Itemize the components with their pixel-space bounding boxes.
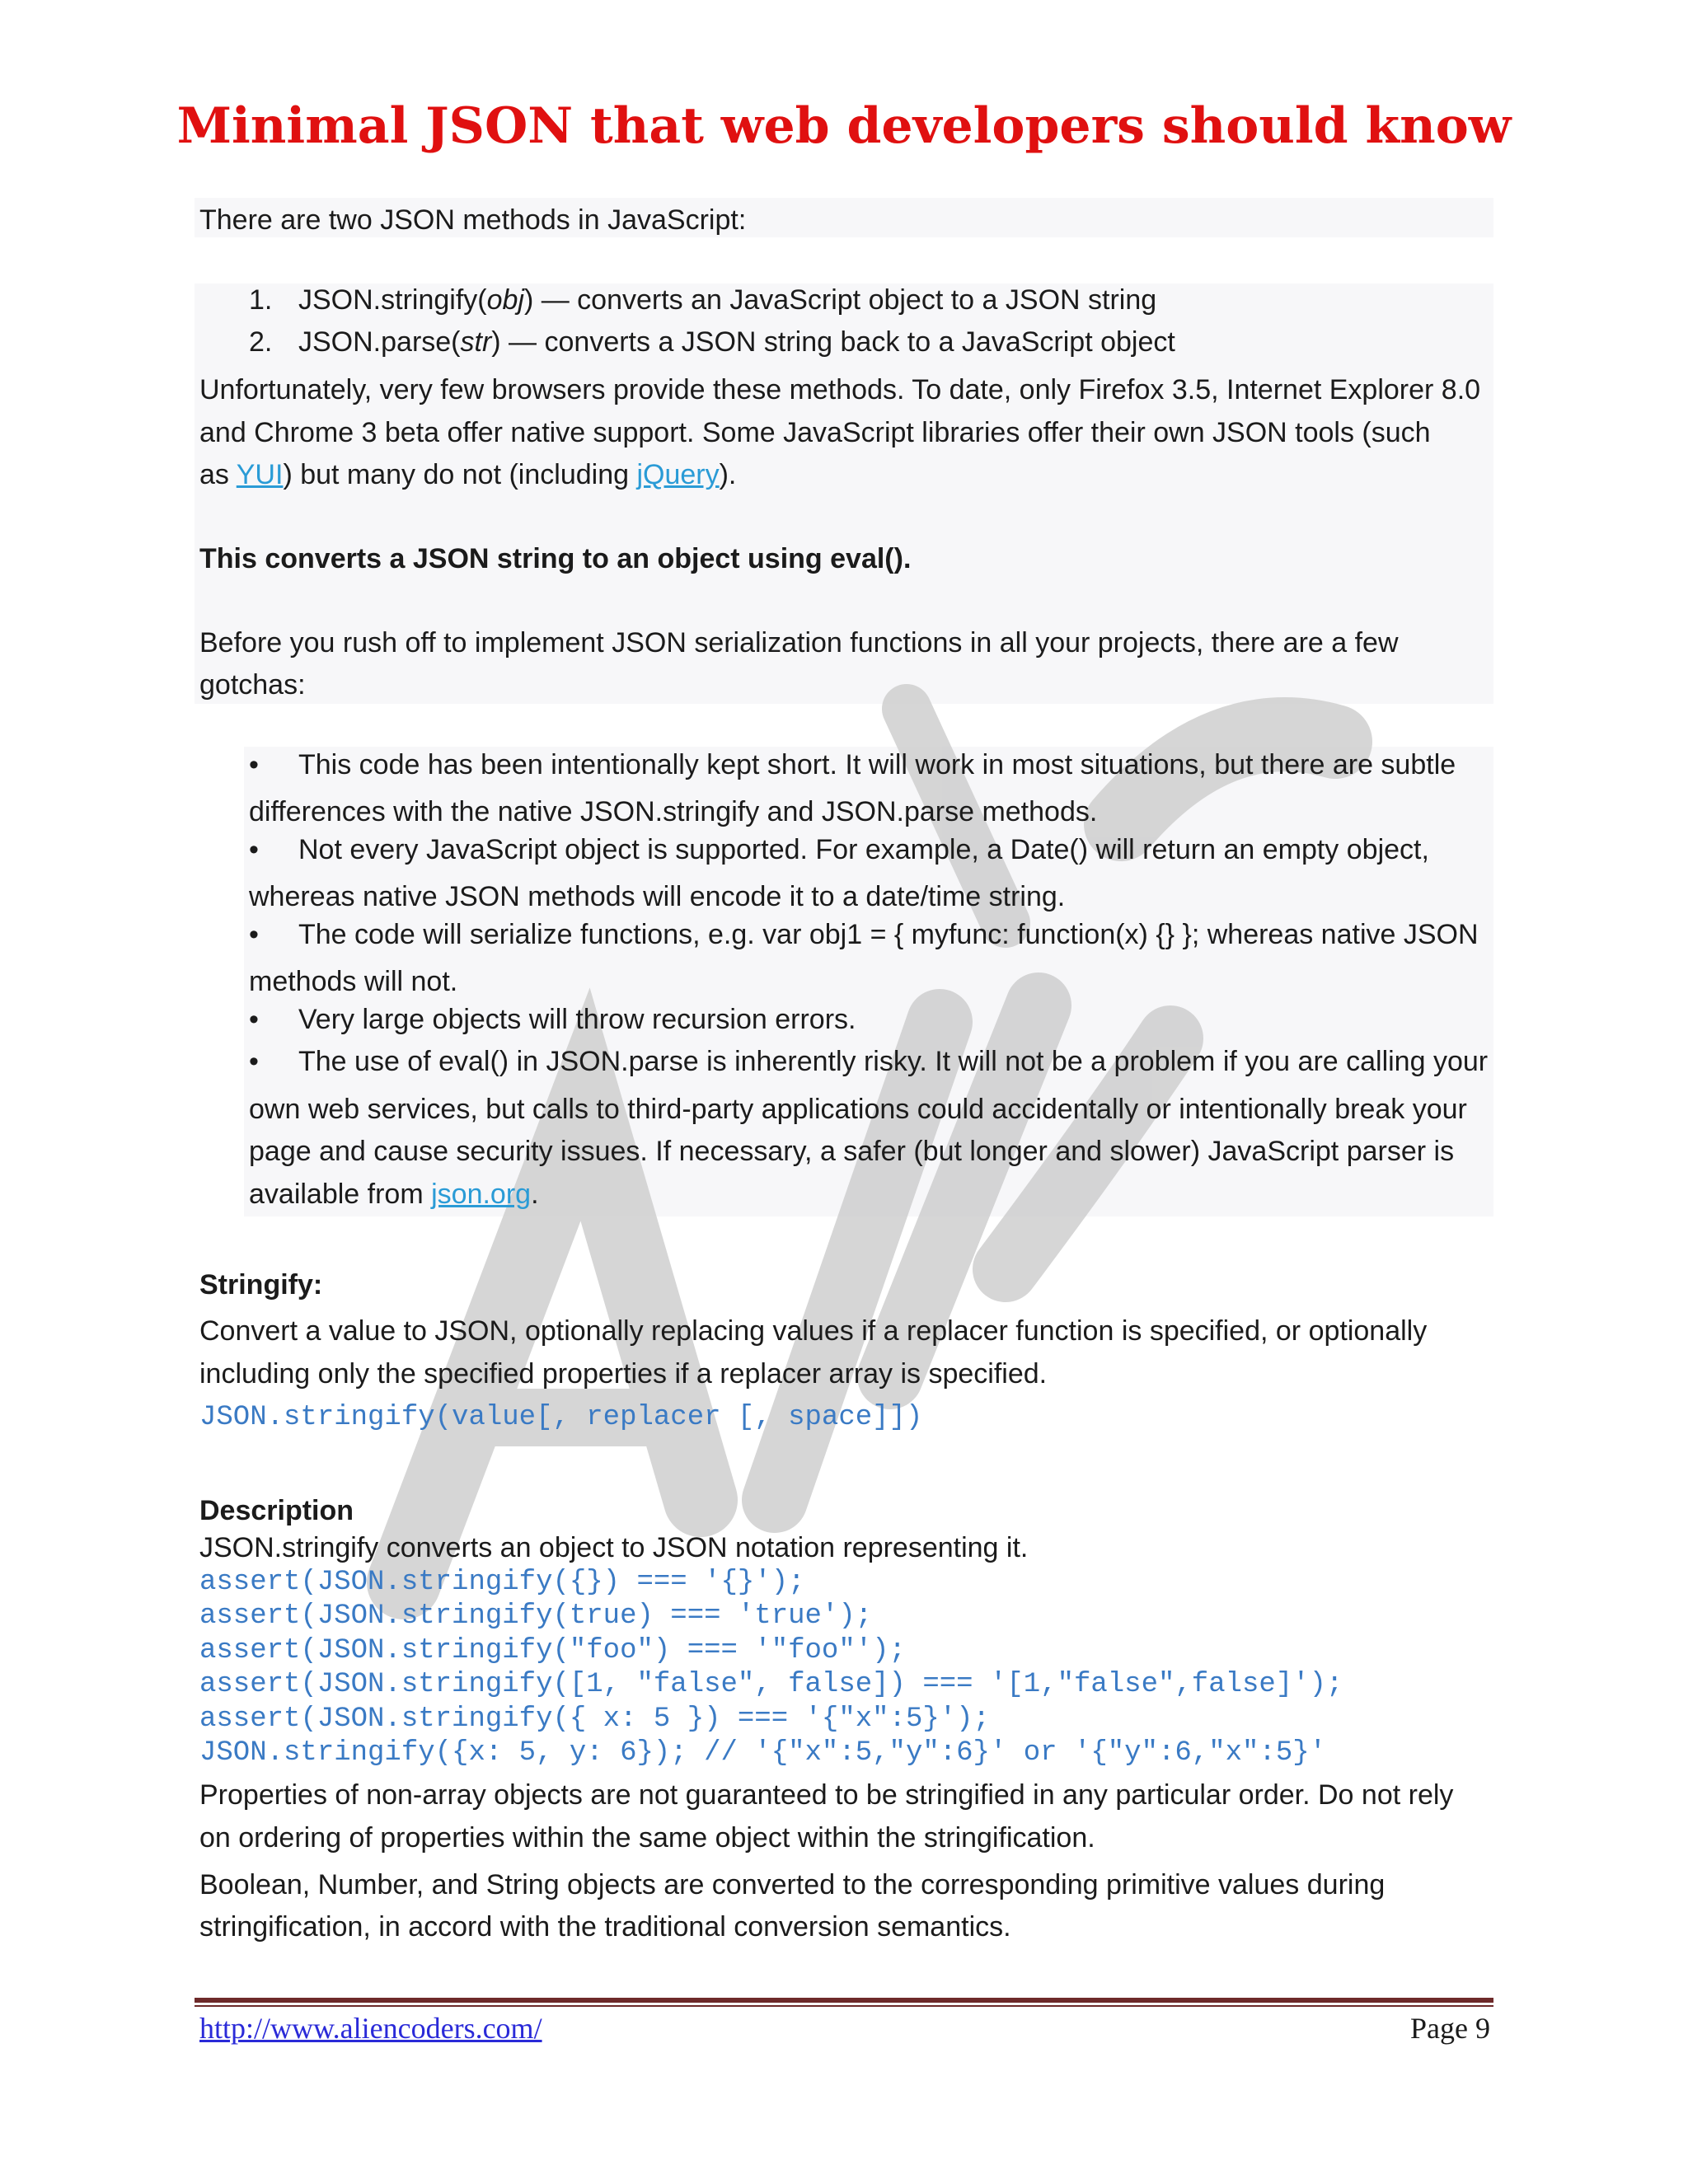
- para1-line1: Unfortunately, very few browsers provide these methods. To date, only Firefox 3.5, Internet Explorer 8.0: [199, 374, 1481, 405]
- page-number: Page 9: [1410, 2012, 1490, 2045]
- bullet-2-line2: whereas native JSON methods will encode it to a date/time string.: [249, 881, 1066, 912]
- method-2-number: 2.: [249, 326, 273, 358]
- para3-line2: on ordering of properties within the same object within the stringification.: [199, 1822, 1095, 1854]
- stringify-signature: JSON.stringify(value[, replacer [, space]]): [199, 1402, 923, 1433]
- bullet-1-line1: This code has been intentionally kept short. It will work in most situations, but there are subtle: [298, 749, 1456, 780]
- intro-text: There are two JSON methods in JavaScript:: [199, 204, 747, 236]
- stringify-heading: Stringify:: [199, 1269, 323, 1301]
- jquery-link[interactable]: jQuery: [636, 459, 720, 490]
- description-heading: Description: [199, 1495, 354, 1526]
- bullet-5-line2: own web services, but calls to third-party applications could accidentally or intentionally break your: [249, 1094, 1467, 1125]
- code-line-5: assert(JSON.stringify({ x: 5 }) === '{"x":5}');: [199, 1704, 990, 1735]
- method-1-number: 1.: [249, 284, 273, 316]
- code-line-1: assert(JSON.stringify({}) === '{}');: [199, 1567, 805, 1598]
- para3-line1: Properties of non-array objects are not guaranteed to be stringified in any particular order. Do not rely: [199, 1779, 1454, 1811]
- bullet-4-line1: Very large objects will throw recursion errors.: [298, 1004, 856, 1035]
- bullet-5-line1: The use of eval() in JSON.parse is inherently risky. It will not be a problem if you are calling your: [298, 1046, 1489, 1077]
- para4-line2: stringification, in accord with the traditional conversion semantics.: [199, 1911, 1011, 1943]
- footer-url-link[interactable]: http://www.aliencoders.com/: [199, 2012, 542, 2045]
- footer-rule-thin: [195, 2005, 1493, 2007]
- bullet-1-line2: differences with the native JSON.stringify and JSON.parse methods.: [249, 796, 1098, 827]
- bullet-icon: •: [249, 1046, 259, 1077]
- para2-line1: Before you rush off to implement JSON serialization functions in all your projects, there are a few: [199, 627, 1399, 658]
- json-org-link[interactable]: json.org: [431, 1179, 532, 1210]
- para4-line1: Boolean, Number, and String objects are converted to the corresponding primitive values during: [199, 1869, 1386, 1900]
- para2-line2: gotchas:: [199, 669, 306, 701]
- description-line: JSON.stringify converts an object to JSON notation representing it.: [199, 1532, 1029, 1563]
- method-1-text: JSON.stringify(obj) — converts an JavaScript object to a JSON string: [298, 284, 1157, 316]
- bullet-3-line2: methods will not.: [249, 966, 458, 997]
- bullet-3-line1: The code will serialize functions, e.g. var obj1 = { myfunc: function(x) {} }; whereas native JSON: [298, 919, 1479, 950]
- bullet-5-line4: available from json.org.: [249, 1179, 539, 1210]
- code-line-2: assert(JSON.stringify(true) === 'true');: [199, 1601, 873, 1632]
- footer-rule: [195, 1998, 1493, 2003]
- bullet-icon: •: [249, 1004, 259, 1035]
- yui-link[interactable]: YUI: [236, 459, 284, 490]
- bullet-icon: •: [249, 834, 259, 865]
- para1-line2: and Chrome 3 beta offer native support. Some JavaScript libraries offer their own JSON tools (such: [199, 417, 1431, 448]
- page-title: Minimal JSON that web developers should know: [176, 97, 1512, 155]
- bullet-5-line3: page and cause security issues. If necessary, a safer (but longer and slower) JavaScript parser is: [249, 1136, 1455, 1167]
- eval-heading: This converts a JSON string to an object using eval().: [199, 543, 912, 574]
- code-line-6: JSON.stringify({x: 5, y: 6}); // '{"x":5,"y":6}' or '{"y":6,"x":5}': [199, 1737, 1327, 1769]
- bullet-2-line1: Not every JavaScript object is supported. For example, a Date() will return an empty object,: [298, 834, 1429, 865]
- method-2-text: JSON.parse(str) — converts a JSON string back to a JavaScript object: [298, 326, 1175, 358]
- stringify-desc-line1: Convert a value to JSON, optionally replacing values if a replacer function is specified, or optionally: [199, 1315, 1428, 1347]
- code-line-4: assert(JSON.stringify([1, "false", false]) === '[1,"false",false]');: [199, 1669, 1343, 1700]
- bullet-icon: •: [249, 919, 259, 950]
- bullet-icon: •: [249, 749, 259, 780]
- para1-line3: as YUI) but many do not (including jQuery).: [199, 459, 737, 490]
- code-line-3: assert(JSON.stringify("foo") === '"foo"');: [199, 1635, 906, 1666]
- stringify-desc-line2: including only the specified properties if a replacer array is specified.: [199, 1358, 1048, 1390]
